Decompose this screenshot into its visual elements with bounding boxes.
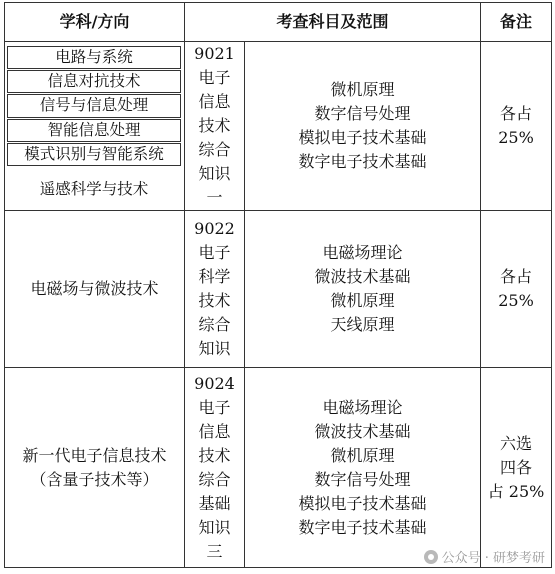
remark-line: 各占 (500, 104, 533, 123)
direction-line: 新一代电子信息技术 (22, 445, 167, 465)
code-line: 知识 (198, 164, 231, 183)
code-line: 电子 (198, 243, 231, 262)
direction-item: 电路与系统 (7, 46, 181, 69)
exam-code-cell (185, 368, 245, 568)
wechat-icon (424, 550, 438, 564)
remark-cell (481, 211, 552, 368)
direction-item: 遥感科学与技术 (39, 180, 149, 199)
code-line: 综合 (198, 315, 231, 334)
header-remark: 备注 (481, 3, 552, 42)
code-line: 9024 (194, 373, 235, 393)
header-subjects: 考查科目及范围 (185, 3, 481, 42)
subject-item: 数字电子技术基础 (298, 152, 427, 171)
code-line: 信息 (198, 92, 231, 111)
direction-item: 模式识别与智能系统 (7, 143, 181, 166)
subject-item: 微机原理 (330, 291, 395, 310)
code-line: 电子 (198, 68, 231, 87)
direction-item: 智能信息处理 (7, 119, 181, 142)
subjects-cell (245, 368, 481, 568)
code-line: 技术 (198, 291, 231, 310)
direction-item: 信号与信息处理 (7, 94, 181, 117)
subject-item: 电磁场理论 (322, 397, 403, 417)
direction-cell: 电磁场与微波技术 (5, 211, 185, 368)
remark-line: 六选 (500, 433, 533, 453)
code-line: 一 (206, 188, 223, 207)
subject-item: 电磁场理论 (322, 243, 403, 262)
table-row (5, 42, 552, 211)
direction-line: （含量子技术等） (30, 469, 159, 489)
subject-item: 天线原理 (330, 315, 395, 334)
code-line: 技术 (198, 116, 231, 135)
remark-line: 占 25% (487, 481, 545, 501)
code-line: 技术 (198, 445, 231, 465)
subject-item: 微波技术基础 (314, 421, 411, 441)
code-line: 知识 (198, 339, 231, 358)
code-line: 基础 (198, 493, 231, 513)
code-line: 科学 (198, 267, 231, 286)
subjects-cell (245, 42, 481, 211)
code-line: 9021 (194, 44, 235, 63)
subjects-cell (245, 211, 481, 368)
watermark-text: 公众号 · 研梦考研 (441, 551, 545, 566)
watermark (424, 547, 545, 566)
exam-code-cell (185, 211, 245, 368)
subject-item: 微机原理 (330, 80, 395, 99)
remark-line: 四各 (500, 457, 533, 477)
subject-item: 数字电子技术基础 (298, 517, 427, 537)
remark-line: 25% (498, 128, 534, 147)
direction-cell (5, 368, 185, 568)
exam-code-cell (185, 42, 245, 211)
code-line: 电子 (198, 397, 231, 417)
direction-list (5, 42, 185, 211)
subject-item: 微波技术基础 (314, 267, 411, 286)
header-direction: 学科/方向 (5, 3, 185, 42)
remark-cell (481, 42, 552, 211)
direction-item: 信息对抗技术 (7, 70, 181, 93)
code-line: 9022 (194, 219, 235, 238)
table-row (5, 211, 552, 368)
subject-item: 微机原理 (330, 445, 395, 465)
remark-cell (481, 368, 552, 568)
exam-subjects-table (4, 2, 552, 568)
subject-item: 模拟电子技术基础 (298, 493, 427, 513)
code-line: 综合 (198, 469, 231, 489)
subject-item: 数字信号处理 (314, 104, 411, 123)
code-line: 三 (206, 541, 223, 561)
remark-line: 各占 (500, 267, 533, 286)
subject-item: 模拟电子技术基础 (298, 128, 427, 147)
code-line: 信息 (198, 421, 231, 441)
code-line: 综合 (198, 140, 231, 159)
table-row (5, 368, 552, 568)
table-header-row (5, 3, 552, 42)
remark-line: 25% (498, 291, 534, 310)
code-line: 知识 (198, 517, 231, 537)
subject-item: 数字信号处理 (314, 469, 411, 489)
